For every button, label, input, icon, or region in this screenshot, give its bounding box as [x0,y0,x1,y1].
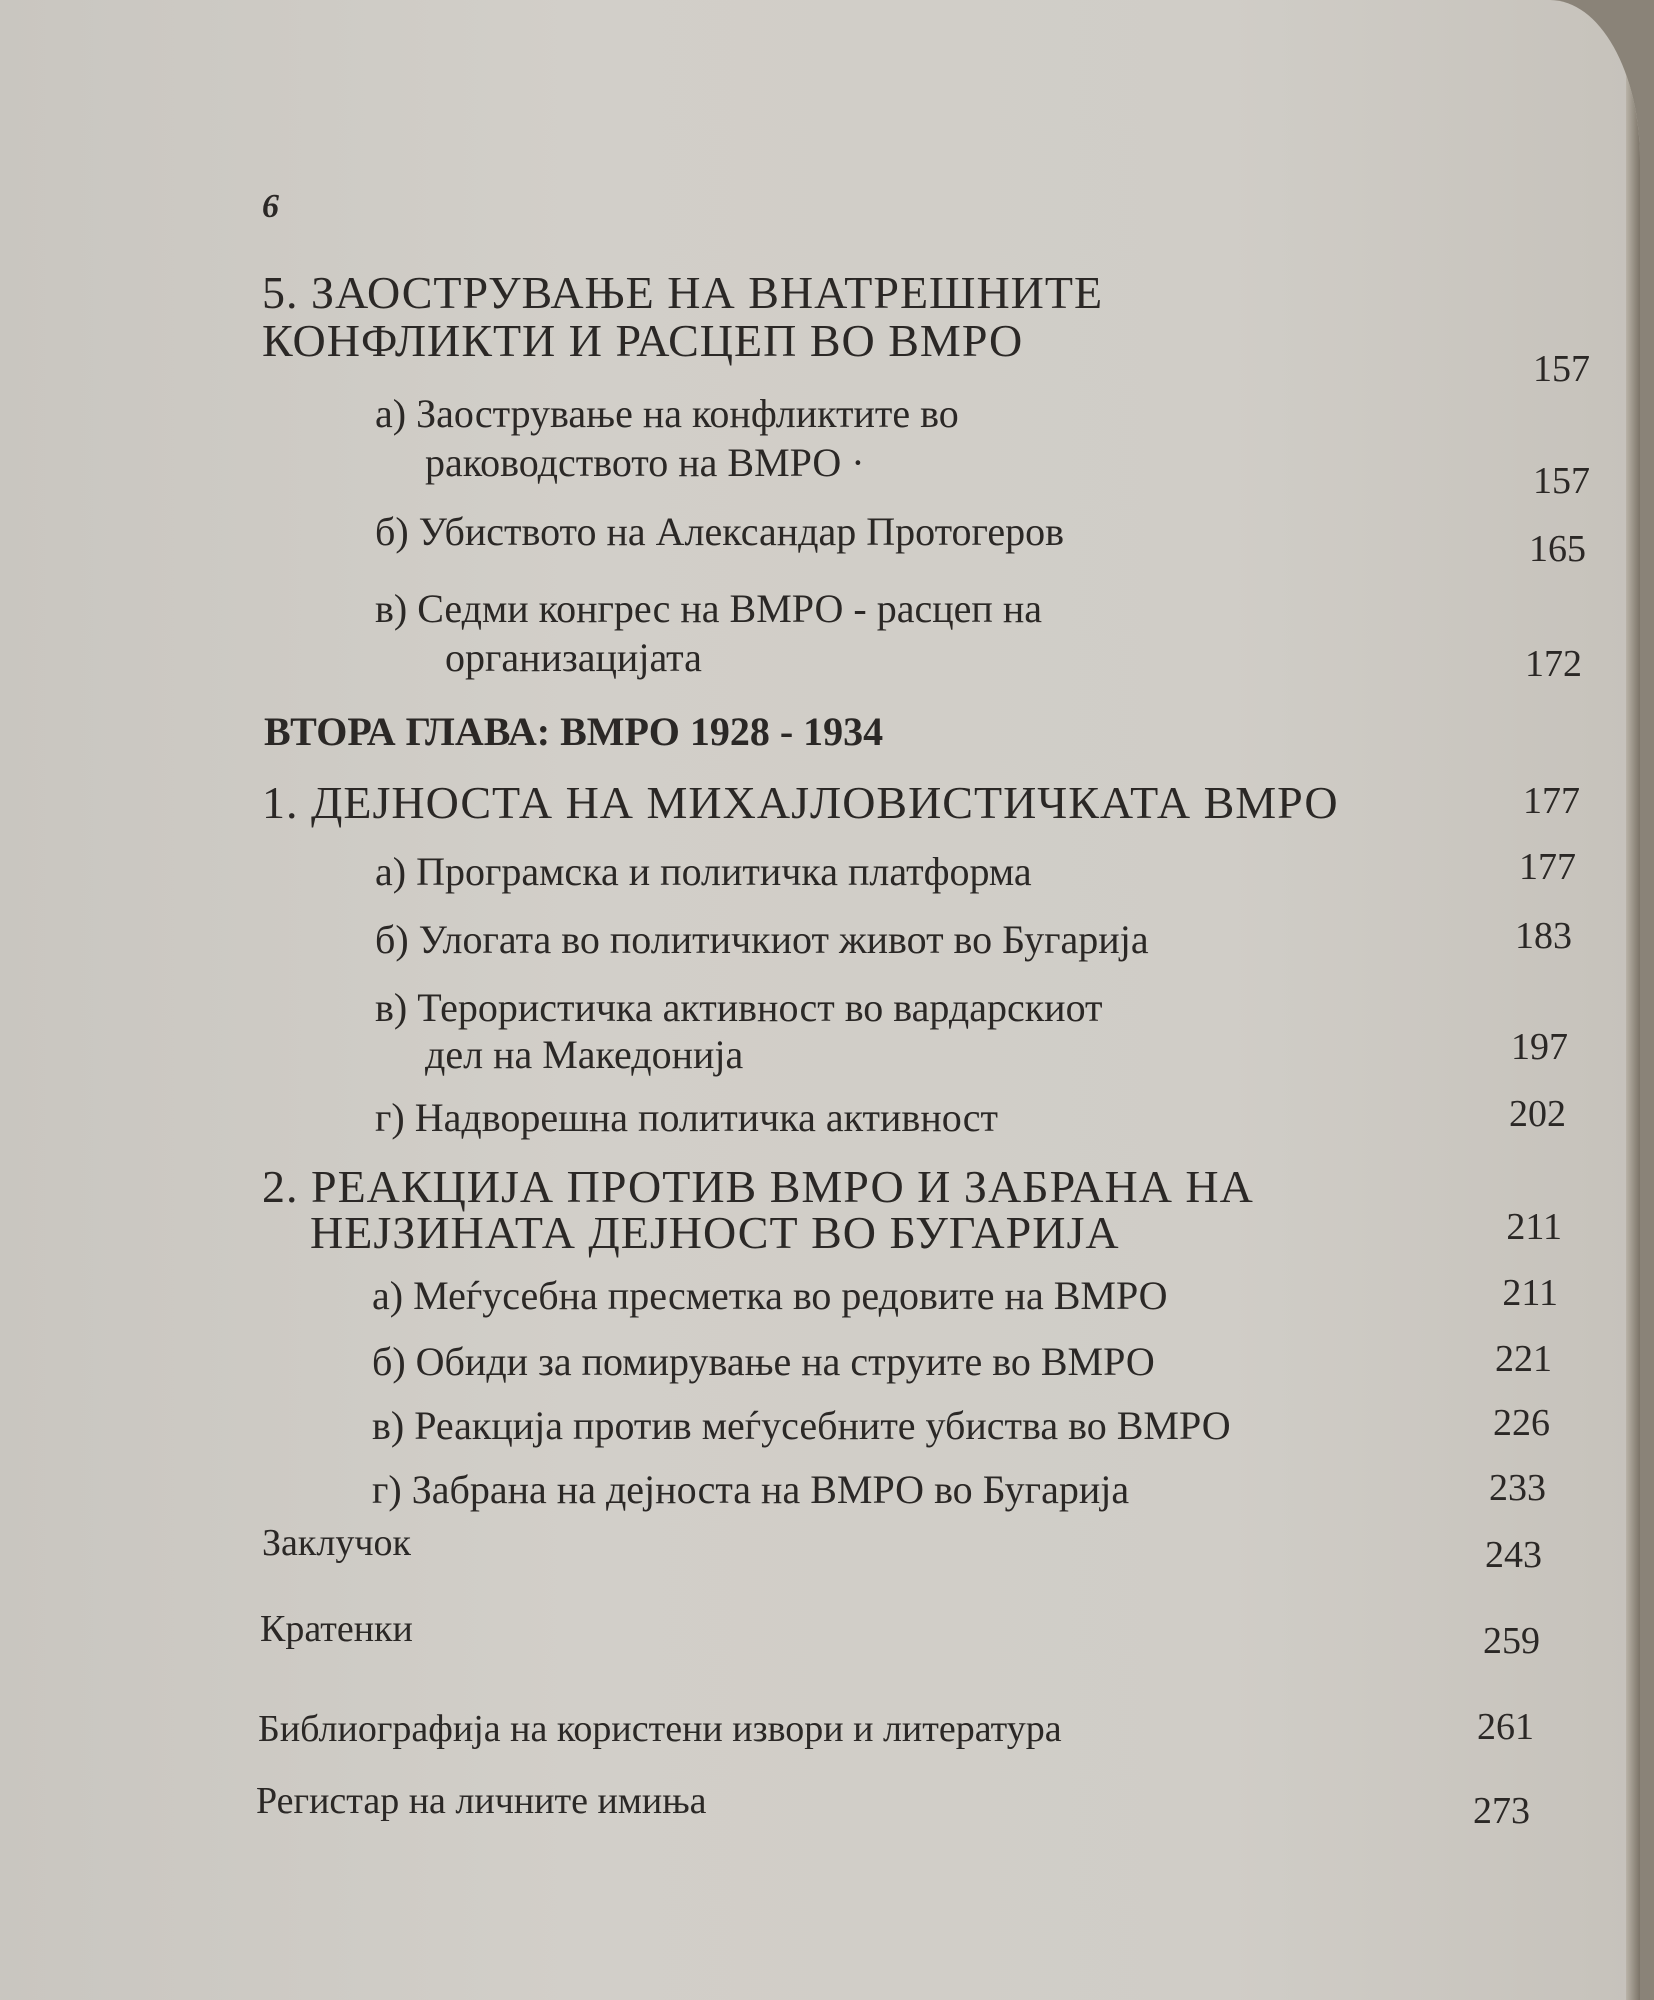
section-5-page: 157 [1533,348,1590,390]
index-page: 273 [1473,1790,1530,1832]
entry-1a: а) Програмска и политичка платформа [375,849,1032,894]
entry-1c-page: 197 [1511,1026,1568,1068]
entry-2a: а) Меѓусебна пресметка во редовите на ВМРО [372,1273,1168,1318]
conclusion-entry: Заклучок [262,1522,411,1564]
entry-5c-page: 172 [1525,643,1582,685]
entry-2d: г) Забрана на дејноста на ВМРО во Бугарија [372,1467,1130,1512]
section-2-title-line2: НЕЈЗИНАТА ДЕЈНОСТ ВО БУГАРИЈА [310,1207,1120,1258]
page-number: 6 [262,188,279,225]
entry-1d-page: 202 [1509,1093,1566,1135]
section-2-title-line1: 2. РЕАКЦИЈА ПРОТИВ ВМРО И ЗАБРАНА НА [262,1161,1254,1212]
entry-2a-page: 211 [1502,1272,1558,1314]
bibliography-page: 261 [1477,1706,1534,1748]
index-entry: Регистар на личните имиња [256,1780,707,1822]
bibliography-entry: Библиографија на користени извори и литература [258,1708,1062,1750]
entry-2b: б) Обиди за помирување на струите во ВМРО [372,1339,1155,1384]
entry-5b-page: 165 [1529,528,1586,570]
page-edge [1626,0,1640,2000]
entry-5b: б) Убиството на Александар Протогеров [375,509,1065,554]
entry-1c-line2: дел на Македонија [425,1032,744,1077]
entry-1a-page: 177 [1519,846,1576,888]
section-1-title: 1. ДЕЈНОСТА НА МИХАЈЛОВИСТИЧКАТА ВМРО [262,777,1339,828]
entry-2d-page: 233 [1489,1467,1546,1509]
section-5-title-line2: КОНФЛИКТИ И РАСЦЕП ВО ВМРО [262,315,1024,366]
entry-5c-line2: организацијата [445,635,702,680]
entry-2c-page: 226 [1493,1402,1550,1444]
entry-1b-page: 183 [1515,915,1572,957]
section-2-page: 211 [1506,1206,1562,1248]
entry-1d: г) Надворешна политичка активност [375,1095,998,1140]
entry-2b-page: 221 [1495,1338,1552,1380]
entry-5c-line1: в) Седми конгрес на ВМРО - расцеп на [375,586,1042,631]
entry-5a-line2: раководството на ВМРО · [425,440,865,485]
abbreviations-page: 259 [1483,1620,1540,1662]
chapter-two-title: ВТОРА ГЛАВА: ВМРО 1928 - 1934 [264,709,884,754]
entry-5a-page: 157 [1533,460,1590,502]
entry-5a-line1: а) Заострување на конфликтите во [375,391,959,436]
section-5-title-line1: 5. ЗАОСТРУВАЊЕ НА ВНАТРЕШНИТЕ [262,267,1104,318]
entry-1b: б) Улогата во политичкиот живот во Бугарија [375,917,1149,962]
section-1-page: 177 [1523,780,1580,822]
entry-2c: в) Реакција против меѓусебните убиства во ВМРО [372,1403,1231,1448]
entry-1c-line1: в) Терористичка активност во вардарскиот [375,985,1103,1030]
conclusion-page: 243 [1485,1534,1542,1576]
abbreviations-entry: Кратенки [260,1608,413,1650]
